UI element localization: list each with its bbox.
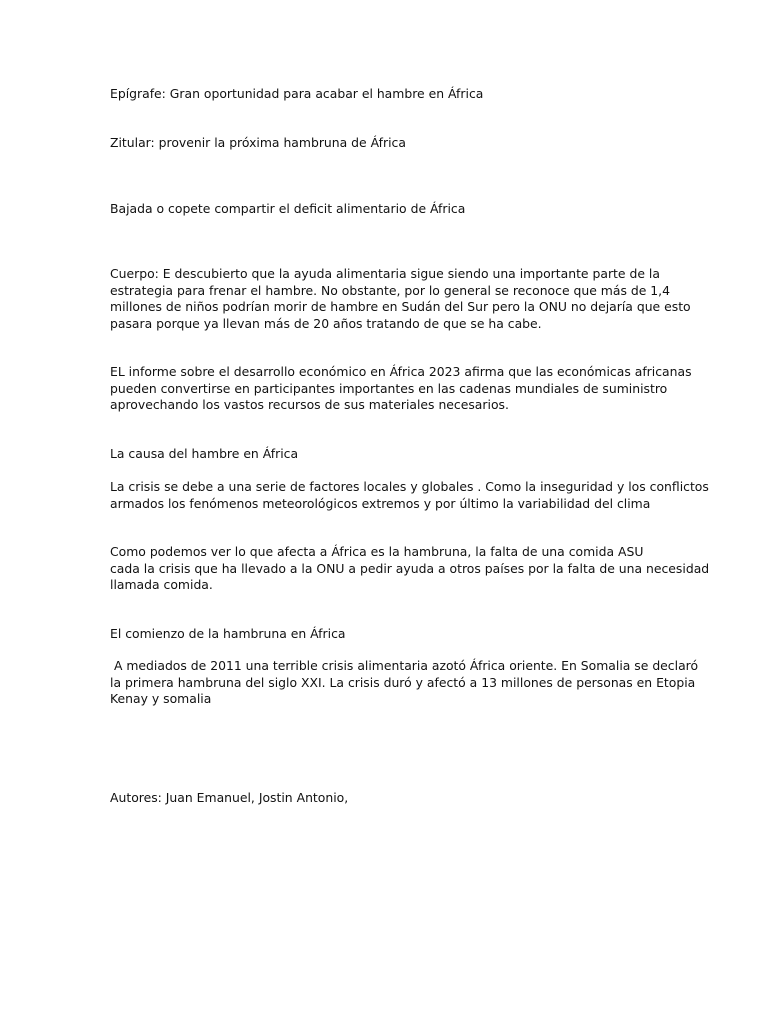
epigrafe: Epígrafe: Gran oportunidad para acabar el hambre en África — [110, 86, 484, 101]
cuerpo-line: estrategia para frenar el hambre. No obstante, por lo general se reconoce que más de 1,4 — [110, 282, 670, 298]
autores: Autores: Juan Emanuel, Jostin Antonio, — [110, 790, 349, 805]
causa-line: armados los fenómenos meteorológicos extremos y por último la variabilidad del clima — [110, 495, 651, 511]
informe-paragraph — [110, 364, 692, 414]
comienzo-paragraph — [110, 658, 699, 708]
bajada: Bajada o copete compartir el deficit alimentario de África — [110, 201, 466, 216]
cuerpo-line: Cuerpo: E descubierto que la ayuda alimentaria sigue siendo una importante parte de la — [110, 266, 660, 281]
informe-line: pueden convertirse en participantes importantes en las cadenas mundiales de suministro — [110, 380, 668, 396]
afecta-line: llamada comida. — [110, 577, 213, 592]
comienzo-heading: El comienzo de la hambruna en África — [110, 626, 346, 641]
informe-line: EL informe sobre el desarrollo económico en África 2023 afirma que las económicas africanas — [110, 364, 692, 379]
comienzo-line: Kenay y somalia — [110, 691, 212, 706]
cuerpo-line: millones de niños podrían morir de hambre en Sudán del Sur pero la ONU no dejaría que esto — [110, 299, 691, 314]
causa-paragraph — [110, 479, 709, 512]
afecta-line: Como podemos ver lo que afecta a África es la hambruna, la falta de una comida ASU — [110, 544, 644, 559]
cuerpo-paragraph — [110, 266, 691, 332]
informe-line: aprovechando los vastos recursos de sus materiales necesarios. — [110, 397, 509, 412]
comienzo-line: la primera hambruna del siglo XXI. La crisis duró y afectó a 13 millones de personas en Etopia — [110, 674, 696, 690]
titular: Zitular: provenir la próxima hambruna de África — [110, 135, 406, 150]
causa-heading: La causa del hambre en África — [110, 446, 299, 461]
afecta-paragraph — [110, 544, 710, 594]
cuerpo-line: pasara porque ya llevan más de 20 años tratando de que se ha cabe. — [110, 315, 542, 331]
comienzo-line: A mediados de 2011 una terrible crisis alimentaria azotó África oriente. En Somalia se declaró — [110, 658, 699, 673]
causa-line: La crisis se debe a una serie de factores locales y globales . Como la inseguridad y los conflictos — [110, 479, 709, 494]
afecta-line: cada la crisis que ha llevado a la ONU a pedir ayuda a otros países por la falta de una necesidad — [110, 560, 710, 576]
